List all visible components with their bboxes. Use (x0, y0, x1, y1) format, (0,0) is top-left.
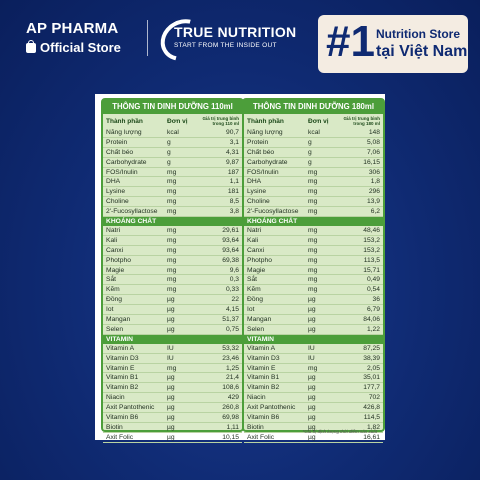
nutrient-unit: µg (167, 433, 175, 441)
nutrient-unit: mg (308, 236, 318, 244)
nutrient-value: 21,4 (225, 374, 239, 382)
nutrient-name: Vitamin E (106, 364, 135, 372)
nutrient-name: 2'-Fucosyllactose (106, 208, 158, 216)
nutrient-value: 153,2 (363, 246, 380, 254)
nutrient-value: 53,32 (222, 344, 239, 352)
table-row (244, 315, 383, 325)
nutrient-name: FOS/Inulin (247, 168, 279, 176)
logo-arc-icon (153, 11, 213, 69)
nutrient-value: 7,06 (366, 148, 380, 156)
nutrient-value: 10,15 (222, 433, 239, 441)
nutrient-value: 3,8 (229, 208, 239, 216)
table-row (244, 138, 383, 148)
table-row (244, 383, 383, 393)
nutrient-name: Mangan (247, 315, 272, 323)
table-row (103, 138, 242, 148)
nutrient-name: Iot (247, 306, 255, 314)
nutrient-name: Chất béo (106, 148, 134, 156)
table-row (103, 275, 242, 285)
table-row (103, 168, 242, 178)
nutrient-value: 1,82 (366, 423, 380, 431)
panel-title: THÔNG TIN DINH DƯỠNG 180ml (244, 100, 383, 114)
nutrient-name: Vitamin E (247, 364, 276, 372)
nutrient-unit: mg (308, 276, 318, 284)
nutrient-name: DHA (247, 178, 262, 186)
nutrient-value: 429 (227, 394, 239, 402)
nutrient-name: Canxi (247, 246, 265, 254)
table-row (244, 393, 383, 403)
nutrient-name: Lysine (247, 188, 267, 196)
table-row (244, 177, 383, 187)
table-row (103, 344, 242, 354)
table-row (244, 305, 383, 315)
nutrient-unit: µg (308, 384, 316, 392)
nutrient-value: 148 (368, 128, 380, 136)
table-row (244, 197, 383, 207)
nutrient-unit: µg (308, 325, 316, 333)
table-row (103, 207, 242, 217)
nutrient-value: 90,7 (225, 128, 239, 136)
table-row (244, 168, 383, 178)
nutrient-unit: mg (167, 208, 177, 216)
nutrient-value: 22 (231, 296, 239, 304)
nutrient-value: 1,11 (226, 423, 239, 431)
nutrient-unit: g (167, 158, 171, 166)
nutrient-value: 6,79 (366, 306, 380, 314)
nutrient-unit: mg (167, 226, 177, 234)
nutrient-unit: IU (308, 344, 315, 352)
table-row (244, 158, 383, 168)
nutrient-name: Đồng (106, 296, 122, 304)
table-row (244, 275, 383, 285)
nutrition-panel-110ml (101, 98, 244, 441)
logo-title: TRUE NUTRITION (174, 24, 297, 40)
table-row (244, 207, 383, 217)
nutrient-unit: µg (167, 325, 175, 333)
table-row (103, 197, 242, 207)
nutrient-unit: mg (308, 188, 318, 196)
nutrient-unit: mg (308, 198, 318, 206)
nutrient-unit: mg (167, 256, 177, 264)
nutrient-value: 13,9 (366, 198, 380, 206)
table-row (103, 187, 242, 197)
badge-number: #1 (326, 17, 375, 66)
nutrient-value: 260,8 (222, 404, 239, 412)
nutrient-name: Đồng (247, 296, 263, 304)
nutrient-value: 1,8 (370, 178, 380, 186)
nutrient-unit: µg (167, 394, 175, 402)
nutrition-panel-180ml (242, 98, 385, 441)
nutrient-value: 0,54 (366, 286, 380, 294)
table-row (244, 325, 383, 335)
nutrient-name: Năng lượng (247, 128, 283, 136)
table-row (244, 187, 383, 197)
nutrient-unit: µg (308, 423, 316, 431)
column-header (244, 114, 383, 128)
nutrient-name: Selen (106, 325, 124, 333)
nutrient-name: Axit Folic (247, 433, 275, 441)
nutrient-name: DHA (106, 178, 121, 186)
nutrient-value: 16,61 (363, 433, 380, 441)
col-unit-header: Đơn vị (167, 117, 188, 125)
nutrient-unit: g (167, 138, 171, 146)
nutrient-value: 2,05 (366, 364, 380, 372)
table-row (103, 177, 242, 187)
nutrient-unit: IU (167, 344, 174, 352)
nutrient-name: Natri (106, 226, 121, 234)
nutrient-name: Carbohydrate (106, 158, 147, 166)
nutrient-value: 48,46 (363, 226, 380, 234)
nutrient-value: 1,25 (225, 364, 239, 372)
nutrient-name: Magie (247, 266, 266, 274)
table-row (103, 393, 242, 403)
header (0, 0, 480, 78)
nutrient-value: 93,64 (222, 246, 239, 254)
nutrient-value: 181 (227, 188, 239, 196)
badge-line1: Nutrition Store (376, 27, 460, 41)
brand-store (26, 40, 121, 55)
nutrient-value: 177,7 (363, 384, 380, 392)
nutrient-name: Photpho (247, 256, 272, 264)
nutrient-name: Vitamin D3 (247, 354, 280, 362)
nutrient-unit: µg (308, 306, 316, 314)
section-header: VITAMIN (244, 335, 383, 344)
nutrient-unit: µg (167, 374, 175, 382)
nutrient-unit: mg (308, 178, 318, 186)
nutrient-value: 35,01 (363, 374, 380, 382)
table-row (244, 285, 383, 295)
nutrient-name: Protein (247, 138, 269, 146)
nutrient-unit: µg (167, 306, 175, 314)
nutrient-value: 1,22 (366, 325, 380, 333)
nutrient-value: 6,2 (370, 208, 380, 216)
nutrient-unit: kcal (308, 128, 320, 136)
nutrient-unit: µg (308, 296, 316, 304)
nutrient-name: Kali (106, 236, 118, 244)
nutrient-unit: g (167, 148, 171, 156)
nutrient-unit: µg (308, 413, 316, 421)
nutrient-name: Vitamin B2 (247, 384, 280, 392)
rank-badge (318, 15, 468, 73)
table-row (244, 364, 383, 374)
nutrient-name: Vitamin B1 (247, 374, 280, 382)
nutrient-name: Mangan (106, 315, 131, 323)
nutrient-unit: µg (167, 296, 175, 304)
nutrient-value: 0,33 (225, 286, 239, 294)
nutrient-value: 0,3 (229, 276, 239, 284)
table-row (244, 128, 383, 138)
nutrient-value: 69,98 (222, 413, 239, 421)
nutrient-name: Magie (106, 266, 125, 274)
nutrient-value: 5,08 (366, 138, 380, 146)
shopping-bag-icon (26, 43, 36, 53)
nutrient-unit: mg (308, 246, 318, 254)
nutrient-name: Kẽm (106, 286, 120, 294)
table-row (103, 413, 242, 423)
nutrient-value: 1,1 (229, 178, 239, 186)
nutrient-value: 51,37 (222, 315, 239, 323)
table-row (103, 315, 242, 325)
nutrient-name: Canxi (106, 246, 124, 254)
nutrient-unit: kcal (167, 128, 179, 136)
table-row (244, 246, 383, 256)
col-value-header: Giá trị trung bình trong 180 ml (343, 116, 380, 126)
nutrient-unit: mg (308, 226, 318, 234)
nutrient-value: 16,15 (363, 158, 380, 166)
table-row (103, 354, 242, 364)
nutrient-name: Niacin (247, 394, 266, 402)
nutrient-name: Natri (247, 226, 262, 234)
nutrient-name: Năng lượng (106, 128, 142, 136)
nutrient-value: 9,87 (225, 158, 239, 166)
nutrient-value: 29,61 (222, 226, 239, 234)
nutrient-value: 38,39 (363, 354, 380, 362)
nutrient-unit: g (308, 158, 312, 166)
nutrient-unit: µg (167, 404, 175, 412)
nutrient-unit: mg (167, 276, 177, 284)
table-row (103, 285, 242, 295)
table-row (103, 325, 242, 335)
nutrient-name: Photpho (106, 256, 131, 264)
table-row (244, 226, 383, 236)
nutrient-unit: mg (167, 266, 177, 274)
table-row (103, 148, 242, 158)
nutrient-unit: mg (308, 286, 318, 294)
nutrient-name: Choline (106, 198, 129, 206)
nutrient-name: Vitamin B2 (106, 384, 139, 392)
nutrient-value: 87,25 (363, 344, 380, 352)
brand-title: AP PHARMA (26, 20, 119, 37)
nutrient-value: 702 (368, 394, 380, 402)
nutrient-value: 153,2 (363, 236, 380, 244)
nutrient-unit: mg (167, 178, 177, 186)
nutrient-unit: mg (308, 364, 318, 372)
nutrient-name: Kali (247, 236, 259, 244)
nutrient-unit: mg (167, 198, 177, 206)
table-row (244, 256, 383, 266)
nutrient-name: Protein (106, 138, 128, 146)
nutrient-name: Lysine (106, 188, 126, 196)
nutrient-name: Vitamin A (247, 344, 276, 352)
nutrient-unit: mg (308, 208, 318, 216)
true-nutrition-logo (160, 18, 300, 58)
nutrient-name: Selen (247, 325, 265, 333)
table-row (103, 295, 242, 305)
table-row (103, 364, 242, 374)
nutrient-name: 2'-Fucosyllactose (247, 208, 299, 216)
header-divider (147, 20, 148, 56)
table-row (103, 246, 242, 256)
table-row (103, 226, 242, 236)
nutrient-unit: mg (308, 256, 318, 264)
nutrient-value: 4,15 (225, 306, 239, 314)
nutrient-unit: µg (167, 384, 175, 392)
table-row (103, 256, 242, 266)
nutrient-name: Chất béo (247, 148, 275, 156)
table-row (244, 148, 383, 158)
table-row (103, 383, 242, 393)
nutrient-unit: µg (167, 413, 175, 421)
nutrient-name: Axit Pantothenic (106, 404, 155, 412)
nutrient-unit: µg (167, 315, 175, 323)
nutrition-card (95, 94, 385, 440)
nutrient-unit: mg (167, 236, 177, 244)
table-row (244, 266, 383, 276)
table-row (244, 433, 383, 443)
nutrient-value: 0,75 (225, 325, 239, 333)
nutrient-unit: IU (308, 354, 315, 362)
table-row (103, 128, 242, 138)
col-value-header: Giá trị trung bình trong 110 ml (202, 116, 239, 126)
nutrient-value: 187 (227, 168, 239, 176)
nutrient-name: Vitamin B1 (106, 374, 139, 382)
nutrient-unit: mg (167, 168, 177, 176)
nutrient-value: 4,31 (225, 148, 239, 156)
footnote: *Giá trị định lượng thời điểm sản xuất (302, 429, 377, 434)
nutrient-value: 114,5 (363, 413, 380, 421)
nutrient-name: Vitamin A (106, 344, 135, 352)
nutrient-name: Sắt (247, 276, 258, 284)
nutrient-name: Sắt (106, 276, 117, 284)
nutrient-unit: mg (167, 364, 177, 372)
panel-title: THÔNG TIN DINH DƯỠNG 110ml (103, 100, 242, 114)
nutrient-value: 23,46 (222, 354, 239, 362)
nutrient-name: Vitamin B6 (106, 413, 139, 421)
section-header: VITAMIN (103, 335, 242, 344)
nutrient-value: 306 (368, 168, 380, 176)
section-header: KHOÁNG CHẤT (103, 217, 242, 226)
nutrient-unit: mg (167, 188, 177, 196)
nutrient-unit: mg (308, 168, 318, 176)
nutrient-name: Niacin (106, 394, 125, 402)
nutrient-unit: mg (167, 286, 177, 294)
nutrient-unit: g (308, 138, 312, 146)
nutrient-name: Biotin (247, 423, 264, 431)
nutrient-name: Vitamin B6 (247, 413, 280, 421)
nutrient-unit: g (308, 148, 312, 156)
nutrient-value: 426,8 (363, 404, 380, 412)
nutrient-unit: mg (308, 266, 318, 274)
logo-tagline: START FROM THE INSIDE OUT (174, 42, 277, 49)
badge-line2: tại Việt Nam (376, 43, 468, 60)
table-row (103, 433, 242, 443)
nutrient-value: 8,5 (229, 198, 239, 206)
nutrient-name: Iot (106, 306, 114, 314)
brand-store-label: Official Store (40, 40, 121, 55)
nutrient-value: 0,49 (366, 276, 380, 284)
nutrient-value: 84,06 (363, 315, 380, 323)
nutrient-value: 69,38 (222, 256, 239, 264)
nutrient-unit: IU (167, 354, 174, 362)
nutrient-name: Axit Pantothenic (247, 404, 296, 412)
table-row (244, 295, 383, 305)
table-row (103, 266, 242, 276)
nutrient-name: FOS/Inulin (106, 168, 138, 176)
table-row (103, 236, 242, 246)
nutrient-value: 3,1 (229, 138, 239, 146)
nutrient-unit: µg (308, 374, 316, 382)
nutrient-value: 36 (372, 296, 380, 304)
nutrient-value: 15,71 (363, 266, 380, 274)
nutrient-unit: µg (167, 423, 175, 431)
nutrient-name: Choline (247, 198, 270, 206)
col-name-header: Thành phần (247, 117, 284, 125)
table-row (244, 403, 383, 413)
section-header: KHOÁNG CHẤT (244, 217, 383, 226)
nutrient-unit: mg (167, 246, 177, 254)
table-row (244, 236, 383, 246)
col-unit-header: Đơn vị (308, 117, 329, 125)
col-name-header: Thành phần (106, 117, 143, 125)
nutrient-name: Vitamin D3 (106, 354, 139, 362)
nutrient-name: Kẽm (247, 286, 261, 294)
nutrient-unit: µg (308, 394, 316, 402)
nutrient-value: 9,6 (229, 266, 239, 274)
nutrient-value: 113,5 (363, 256, 380, 264)
table-row (103, 423, 242, 433)
column-header (103, 114, 242, 128)
table-row (244, 344, 383, 354)
nutrient-name: Axit Folic (106, 433, 134, 441)
table-row (244, 413, 383, 423)
nutrient-name: Biotin (106, 423, 123, 431)
nutrient-value: 296 (368, 188, 380, 196)
nutrient-unit: µg (308, 315, 316, 323)
nutrient-unit: µg (308, 404, 316, 412)
table-row (103, 403, 242, 413)
table-row (244, 373, 383, 383)
nutrient-value: 108,6 (222, 384, 239, 392)
nutrient-value: 93,64 (222, 236, 239, 244)
nutrient-name: Carbohydrate (247, 158, 288, 166)
table-row (244, 354, 383, 364)
nutrient-unit: µg (308, 433, 316, 441)
table-row (103, 373, 242, 383)
table-row (103, 158, 242, 168)
table-row (103, 305, 242, 315)
